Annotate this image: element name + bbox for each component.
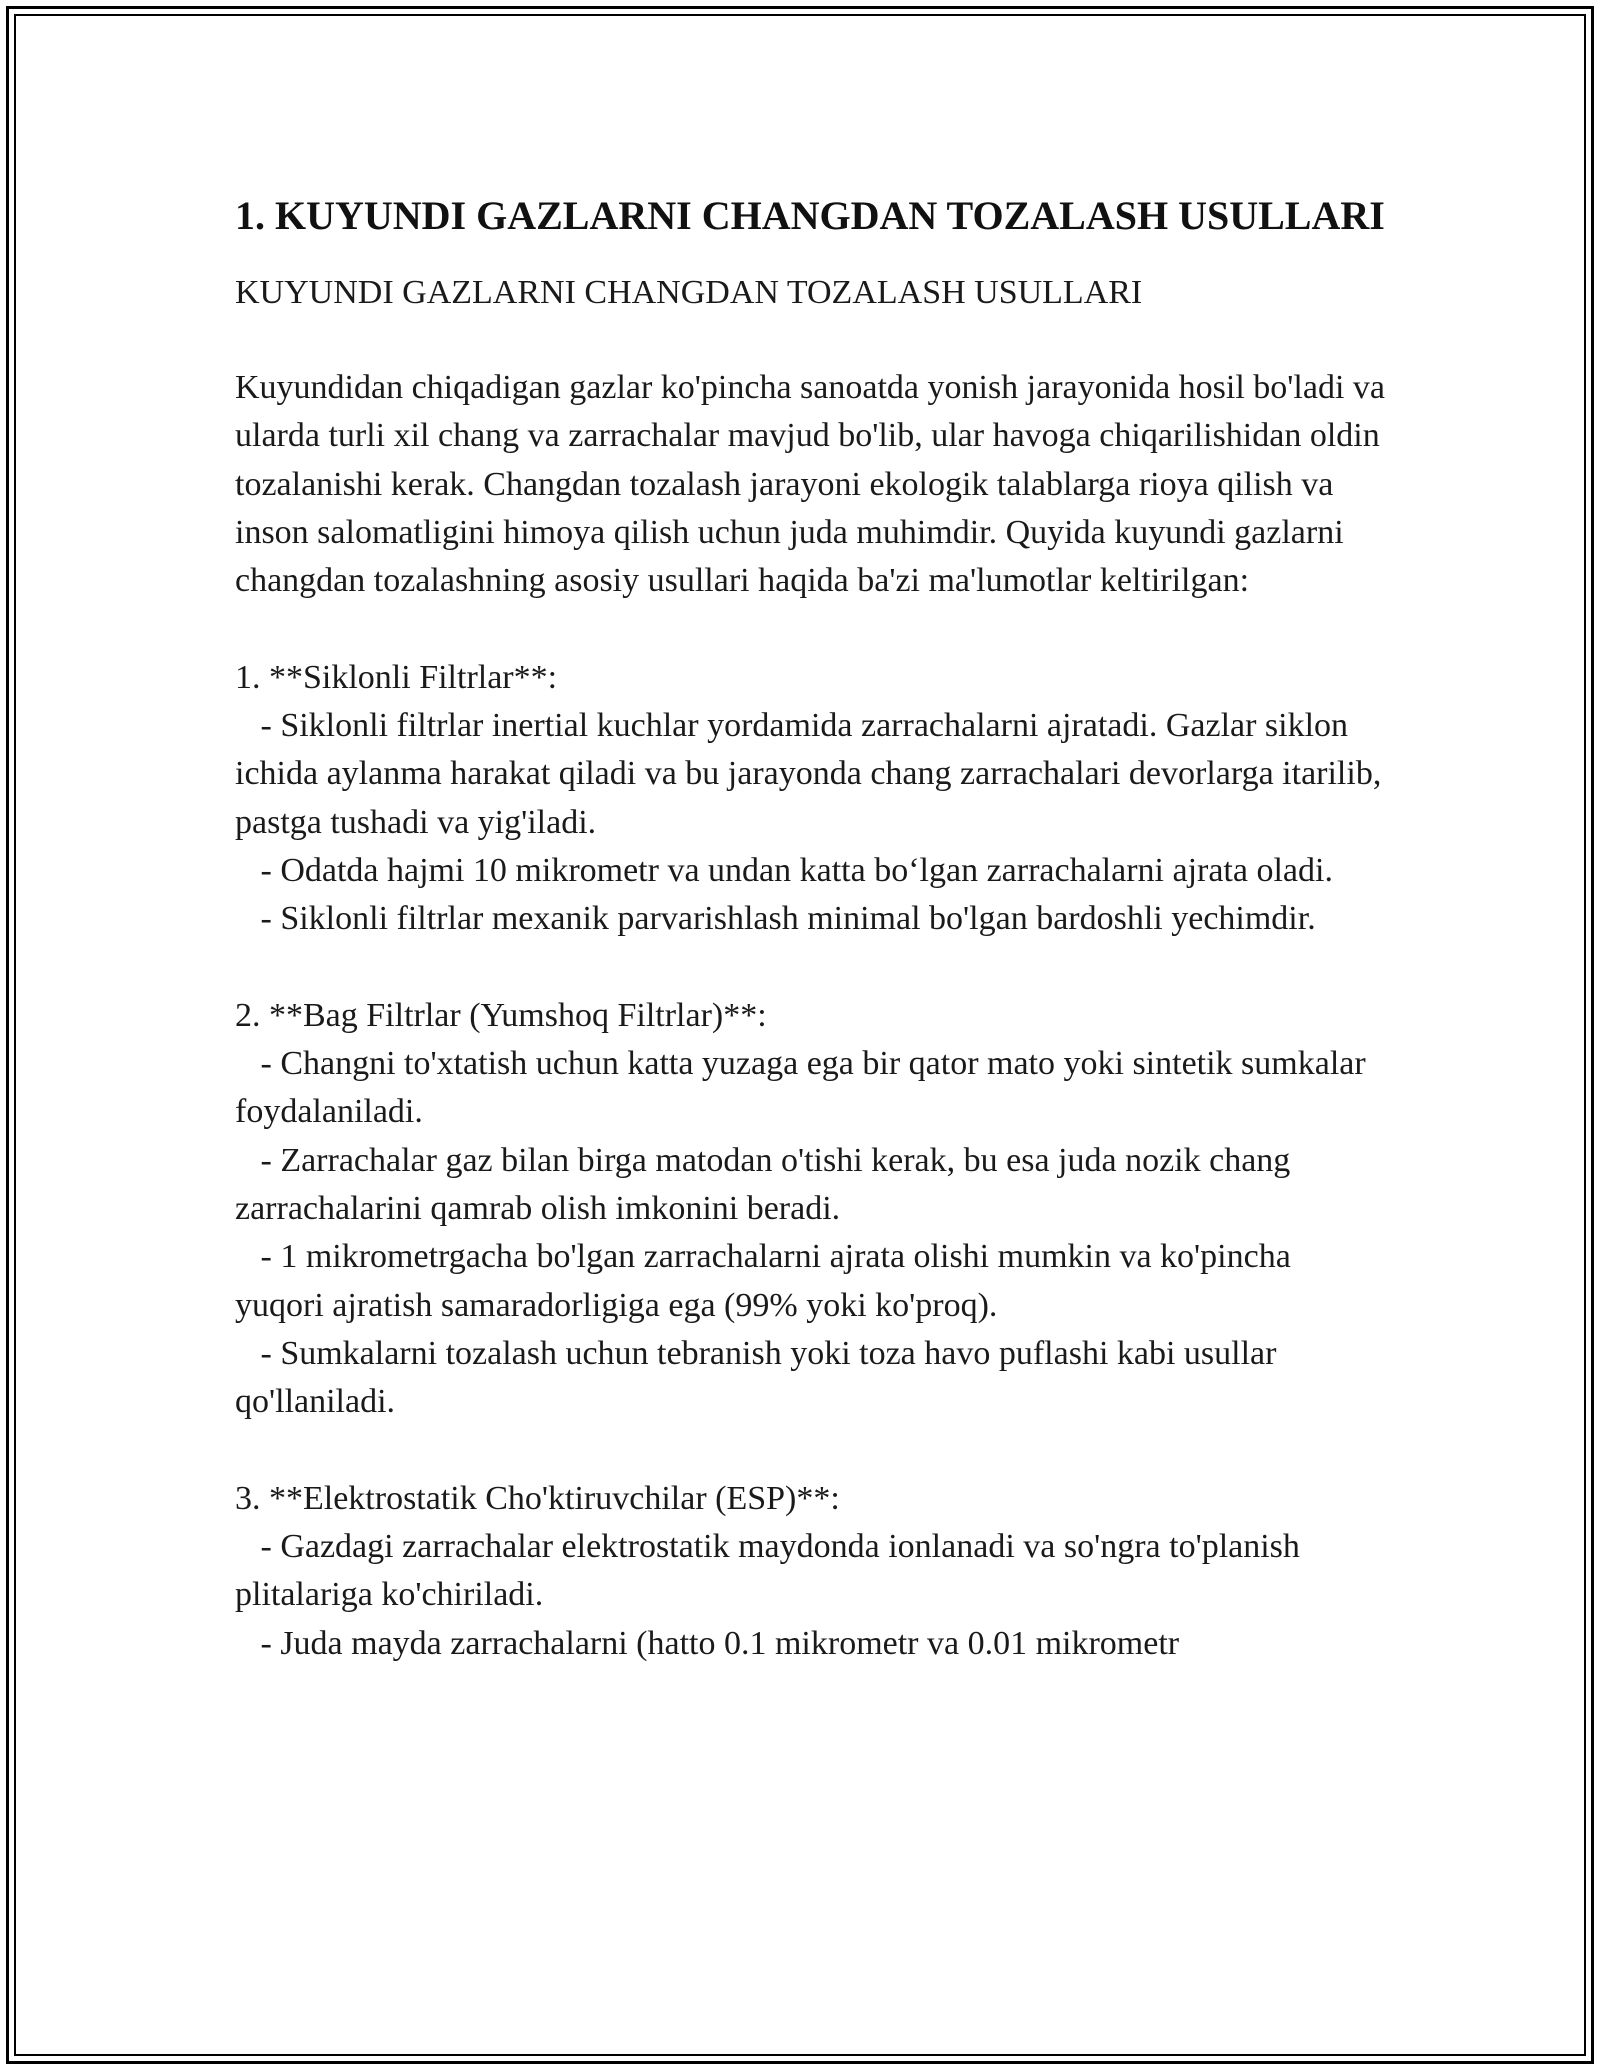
document-content — [235, 188, 1385, 1668]
document-subtitle: KUYUNDI GAZLARNI CHANGDAN TOZALASH USULLARI — [235, 274, 1143, 311]
document-body: Kuyundidan chiqadigan gazlar ko'pincha sanoatda yonish jarayonida hosil bo'ladi va ularda turli xil chang va zarrachalar mavjud bo'lib, ular havoga chiqarilishidan oldin tozalanishi kerak. Changdan tozalash jarayoni ekologik talablarga rioya qilish va inson salomatligini himoya qilish uchun juda muhimdir. Quyida kuyundi gazlarni changdan tozalashning asosiy usullari haqida ba'zi ma'lumotlar keltirilgan: 1. **Siklonli Filtrlar**: - Siklonli filtrlar inertial kuchlar yordamida zarrachalarni ajratadi. Gazlar siklon ichida aylanma harakat qiladi va bu jarayonda chang zarrachalari devorlarga itarilib, pastga tushadi va yig'iladi. - Odatda hajmi 10 mikrometr va undan katta bo‘lgan zarrachalarni ajrata oladi. - Siklonli filtrlar mexanik parvarishlash minimal bo'lgan bardoshli yechimdir. 2. **Bag Filtrlar (Yumshoq Filtrlar)**: - Changni to'xtatish uchun katta yuzaga ega bir qator mato yoki sintetik sumkalar foydalaniladi. - Zarrachalar gaz bilan birga matodan o'tishi kerak, bu esa juda nozik chang zarrachalarini qamrab olish imkonini beradi. - 1 mikrometrgacha bo'lgan zarrachalarni ajrata olishi mumkin va ko'pincha yuqori ajratish samaradorligiga ega (99% yoki ko'proq). - Sumkalarni tozalash uchun tebranish yoki toza havo puflashi kabi usullar qo'llaniladi. 3. **Elektrostatik Cho'ktiruvchilar (ESP)**: - Gazdagi zarrachalar elektrostatik maydonda ionlanadi va so'ngra to'planish plitalariga ko'chiriladi. - Juda mayda zarrachalarni (hatto 0.1 mikrometr va 0.01 mikrometr — [235, 369, 1385, 1662]
document-heading: 1. KUYUNDI GAZLARNI CHANGDAN TOZALASH USULLARI — [235, 193, 1385, 238]
